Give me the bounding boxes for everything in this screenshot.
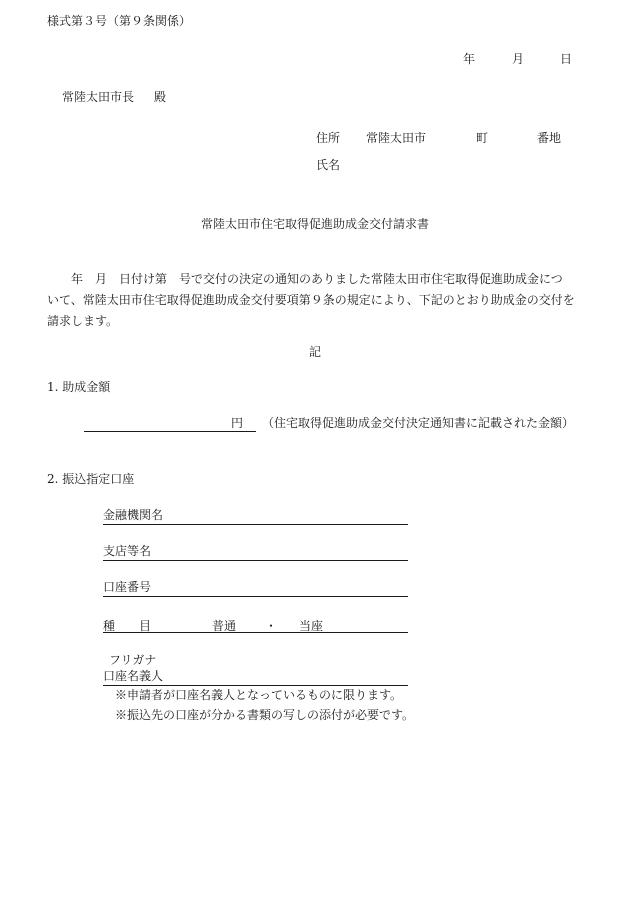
body-line-1-text: 日付け第 号で交付の決定の通知のありました常陸太田市住宅取得促進助成金につ [119,272,563,286]
note-holder-restriction: ※申請者が口座名義人となっているものに限ります。 [115,688,403,702]
body-line-3: 請求します。 [47,314,119,328]
bank-name-label: 金融機関名 [103,508,164,522]
account-type-futsu-option[interactable]: 普通 [212,619,237,633]
account-holder-field[interactable] [103,669,408,686]
account-type-field[interactable] [103,616,408,633]
branch-name-label: 支店等名 [103,544,152,558]
address-city: 常陸太田市 [366,131,427,145]
body-year: 年 [71,272,84,286]
addressee-honorific: 殿 [154,90,167,104]
body-month: 月 [95,272,108,286]
ki-heading: 記 [308,345,321,359]
note-attachment-required: ※振込先の口座が分かる書類の写しの添付が必要です。 [115,708,415,722]
account-number-field[interactable] [103,580,408,597]
form-number: 様式第３号（第９条関係） [47,14,192,28]
date-year-label: 年 [463,52,476,66]
bank-name-field[interactable] [103,508,408,525]
address-label: 住所 [316,131,341,145]
body-line-2: いて、常陸太田市住宅取得促進助成金交付要項第９条の規定により、下記のとおり助成金の交付を [47,293,575,307]
branch-name-field[interactable] [103,544,408,561]
address-banchi: 番地 [537,131,562,145]
address-cho: 町 [476,131,489,145]
applicant-name-label: 氏名 [316,158,341,172]
furigana-label: フリガナ [109,653,157,667]
account-holder-label: 口座名義人 [103,669,164,683]
request-body-text [47,269,587,332]
amount-note: （住宅取得促進助成金交付決定通知書に記載された金額） [262,416,575,430]
account-type-separator: ・ [265,619,278,633]
account-number-label: 口座番号 [103,580,152,594]
addressee-name: 常陸太田市長 [62,90,135,104]
body-line-1 [47,269,587,290]
amount-input-line[interactable] [84,431,256,432]
date-row [460,53,580,67]
document-title: 常陸太田市住宅取得促進助成金交付請求書 [200,217,429,231]
date-month-label: 月 [512,52,525,66]
section-2-heading: 2. 振込指定口座 [47,472,135,486]
account-type-label: 種 目 [103,619,152,633]
date-day-label: 日 [560,52,573,66]
applicant-address [316,132,576,146]
account-type-toza-option[interactable]: 当座 [299,619,324,633]
addressee [62,91,166,103]
amount-yen-label: 円 [231,416,244,430]
section-1-heading: 1. 助成金額 [47,380,111,394]
